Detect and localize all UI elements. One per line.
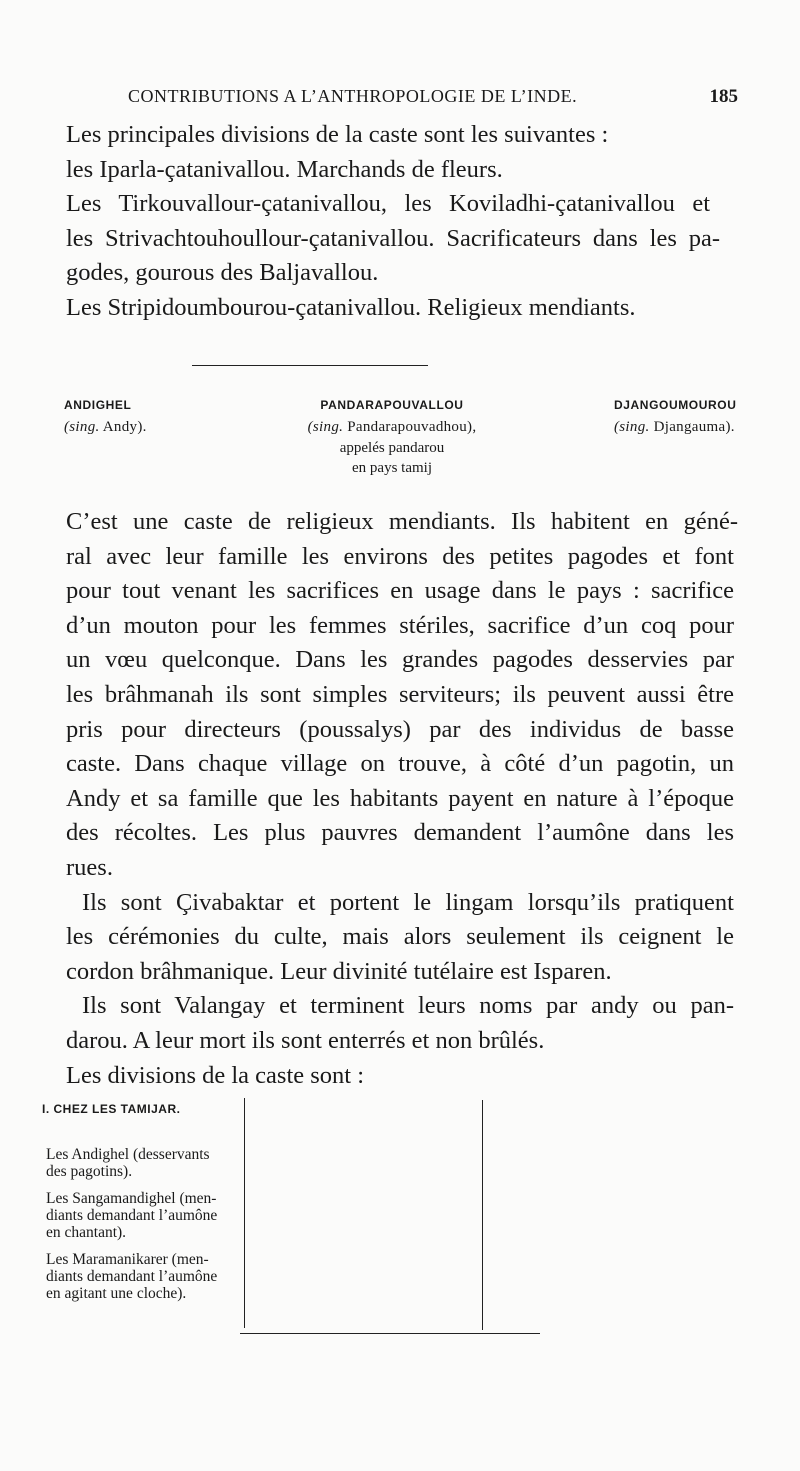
table-item: [46, 1190, 238, 1241]
table-item-line: des pagotins).: [46, 1163, 133, 1180]
text-line: Ils sont Çivabaktar et portent le lingam lorsqu’ils pratiquent: [82, 888, 734, 916]
figure-sub-center: [292, 419, 492, 436]
text-line: rues.: [66, 853, 113, 881]
table-item-line: en agitant une cloche).: [46, 1285, 187, 1302]
table-item: [46, 1251, 238, 1302]
table-item: [46, 1146, 238, 1180]
figure-note-line: en pays tamij: [352, 460, 432, 476]
table-column-divider: [482, 1100, 483, 1330]
sing-prefix: (sing.: [64, 419, 100, 435]
figure-note-line: appelés pandarou: [339, 440, 445, 456]
sing-name: Pandarapouvadhou),: [347, 419, 477, 435]
text-line: caste. Dans chaque village on trouve, à côté d’un pagotin, un: [66, 750, 734, 778]
sing-name: Djangauma).: [653, 419, 735, 435]
figure-name-right: DJANGOUMOUROU: [614, 398, 737, 412]
text-line: Les Stripidoumbourou-çatanivallou. Religieux mendiants.: [66, 293, 636, 321]
figure-name-left: ANDIGHEL: [64, 398, 132, 412]
text-line: ral avec leur famille les environs des petites pagodes et font: [66, 542, 734, 570]
text-line: les Iparla-çatanivallou. Marchands de fleurs.: [66, 155, 503, 183]
divisions-table: [36, 1092, 496, 1332]
text-line: godes, gourous des Baljavallou.: [66, 259, 379, 287]
running-header: [60, 86, 740, 112]
text-line: les Strivachtouhoullour-çatanivallou. Sacrificateurs dans les pa-: [66, 224, 720, 252]
figure-col-right: [614, 398, 744, 436]
text-line: des récoltes. Les plus pauvres demandent l’aumône dans les: [66, 819, 734, 847]
page-number: 185: [709, 86, 738, 107]
text-line: Les Tirkouvallour-çatanivallou, les Koviladhi-çatanivallou et: [66, 190, 710, 218]
table-item-line: diants demandant l’aumône: [46, 1207, 218, 1224]
table-column-divider: [244, 1098, 245, 1328]
text-line: les cérémonies du culte, mais alors seulement ils ceignent le: [66, 923, 734, 951]
figure-col-left: [64, 398, 184, 436]
text-line: cordon brâhmanique. Leur divinité tutélaire est Isparen.: [66, 957, 612, 985]
text-line: darou. A leur mort ils sont enterrés et non brûlés.: [66, 1026, 545, 1054]
sing-prefix: (sing.: [307, 419, 344, 435]
figure-name-center: PANDARAPOUVALLOU: [320, 398, 464, 412]
figure-sub-left: [64, 419, 184, 436]
figure-col-center: [292, 398, 492, 478]
bottom-rule: [240, 1333, 540, 1334]
table-heading: I. CHEZ LES TAMIJAR.: [42, 1102, 181, 1116]
table-item-line: Les Andighel (desservants: [46, 1146, 210, 1163]
text-line: d’un mouton pour les femmes stériles, sacrifice d’un coq pour: [66, 611, 734, 639]
sing-prefix: (sing.: [614, 419, 650, 435]
caste-names-figure: [60, 398, 740, 494]
division-list: [66, 118, 734, 326]
text-line: pris pour directeurs (poussalys) par des individus de basse: [66, 715, 734, 743]
sing-name: Andy).: [102, 419, 147, 435]
running-title: CONTRIBUTIONS A L’ANTHROPOLOGIE DE L’INDE.: [128, 86, 578, 106]
table-item-line: Les Sangamandighel (men-: [46, 1190, 217, 1207]
table-item-line: diants demandant l’aumône: [46, 1268, 218, 1285]
figure-sub-right: [614, 419, 744, 436]
table-column-tamijar: [36, 1092, 241, 1302]
text-line: Ils sont Valangay et terminent leurs noms par andy ou pan-: [82, 992, 734, 1020]
text-line: C’est une caste de religieux mendiants. Ils habitent en géné-: [66, 508, 738, 535]
section-rule: [192, 365, 428, 366]
table-item-line: Les Maramanikarer (men-: [46, 1251, 209, 1268]
text-line: les brâhmanah ils sont simples serviteurs; ils peuvent aussi être: [66, 680, 734, 708]
text-line: Andy et sa famille que les habitants payent en nature à l’époque: [66, 784, 734, 812]
text-line: pour tout venant les sacrifices en usage dans le pays : sacrifice: [66, 577, 734, 605]
main-text: [66, 505, 738, 1093]
text-line: Les divisions de la caste sont :: [66, 1061, 365, 1089]
text-line: un vœu quelconque. Dans les grandes pagodes desservies par: [66, 646, 734, 674]
table-item-line: en chantant).: [46, 1224, 127, 1241]
text-line: Les principales divisions de la caste sont les suivantes :: [66, 121, 609, 148]
